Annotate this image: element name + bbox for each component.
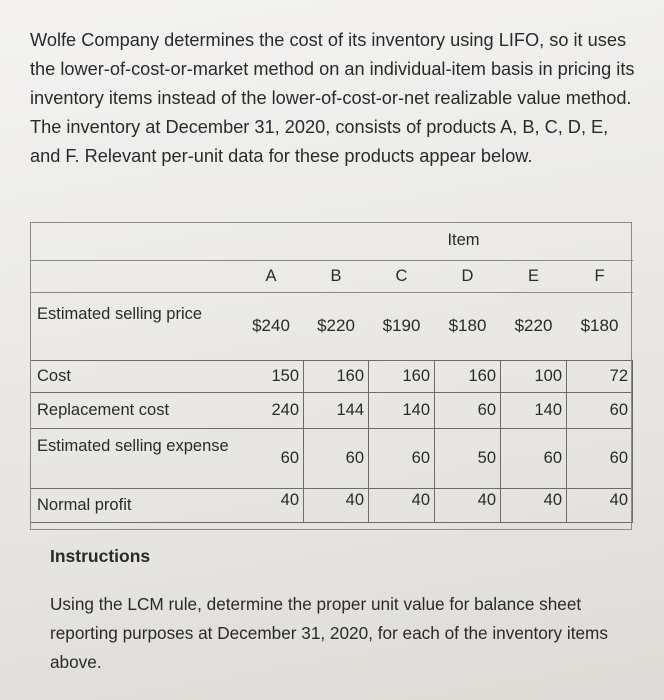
column-header-b: B [304, 260, 369, 292]
table-cell: 40 [501, 488, 567, 522]
table-cell: 60 [567, 428, 633, 488]
row-label-cost: Cost [31, 360, 239, 392]
table-group-header: Item [447, 231, 480, 250]
row-label-selling-price: Estimated selling price [31, 292, 239, 360]
table-cell: 140 [369, 392, 435, 428]
table-cell: 144 [304, 392, 369, 428]
table-cell: 40 [369, 488, 435, 522]
table-cell: 150 [239, 360, 304, 392]
table-row [31, 392, 633, 428]
column-header-d: D [435, 260, 501, 292]
column-header-f: F [567, 260, 633, 292]
problem-statement: Wolfe Company determines the cost of its inventory using LIFO, so it uses the lower-of-cost-or-market method on an individual-item basis in pricing its inventory items instead of the lower-of-cost-or-net realizable value method. The inventory at December 31, 2020, consists of products A, B, C, D, E, and F. Relevant per-unit data for these products appear below. [30, 30, 635, 166]
instructions-heading: Instructions [50, 546, 151, 566]
row-label-selling-expense: Estimated selling expense [31, 428, 239, 488]
table-row [31, 360, 633, 392]
table-cell: $180 [435, 292, 501, 360]
table-cell: 72 [567, 360, 633, 392]
table-cell: 60 [239, 428, 304, 488]
table-cell: $190 [369, 292, 435, 360]
table-cell: 160 [304, 360, 369, 392]
table-cell: 40 [304, 488, 369, 522]
row-label-replacement-cost: Replacement cost [31, 392, 239, 428]
table-cell: 160 [435, 360, 501, 392]
table-row [31, 488, 633, 522]
inventory-data-table [30, 222, 632, 530]
table-cell: $220 [304, 292, 369, 360]
table-cell: $240 [239, 292, 304, 360]
table-cell: 100 [501, 360, 567, 392]
column-header-a: A [239, 260, 304, 292]
table-cell: 240 [239, 392, 304, 428]
column-header-c: C [369, 260, 435, 292]
table-row [31, 292, 633, 360]
table-cell: 60 [501, 428, 567, 488]
table-cell: 160 [369, 360, 435, 392]
table-cell: 140 [501, 392, 567, 428]
table-cell: 40 [435, 488, 501, 522]
table-cell: 40 [239, 488, 304, 522]
table-cell: 60 [435, 392, 501, 428]
row-label-normal-profit: Normal profit [31, 488, 239, 522]
table-cell: 60 [567, 392, 633, 428]
table-cell: 40 [567, 488, 633, 522]
table-cell: 60 [304, 428, 369, 488]
instructions-text: Using the LCM rule, determine the proper unit value for balance sheet reporting purposes at December 31, 2020, for each of the inventory items above. [50, 594, 608, 672]
table-cell: $180 [567, 292, 633, 360]
table-cell: $220 [501, 292, 567, 360]
table-cell: 60 [369, 428, 435, 488]
table-cell: 50 [435, 428, 501, 488]
column-header-e: E [501, 260, 567, 292]
table-row [31, 428, 633, 488]
